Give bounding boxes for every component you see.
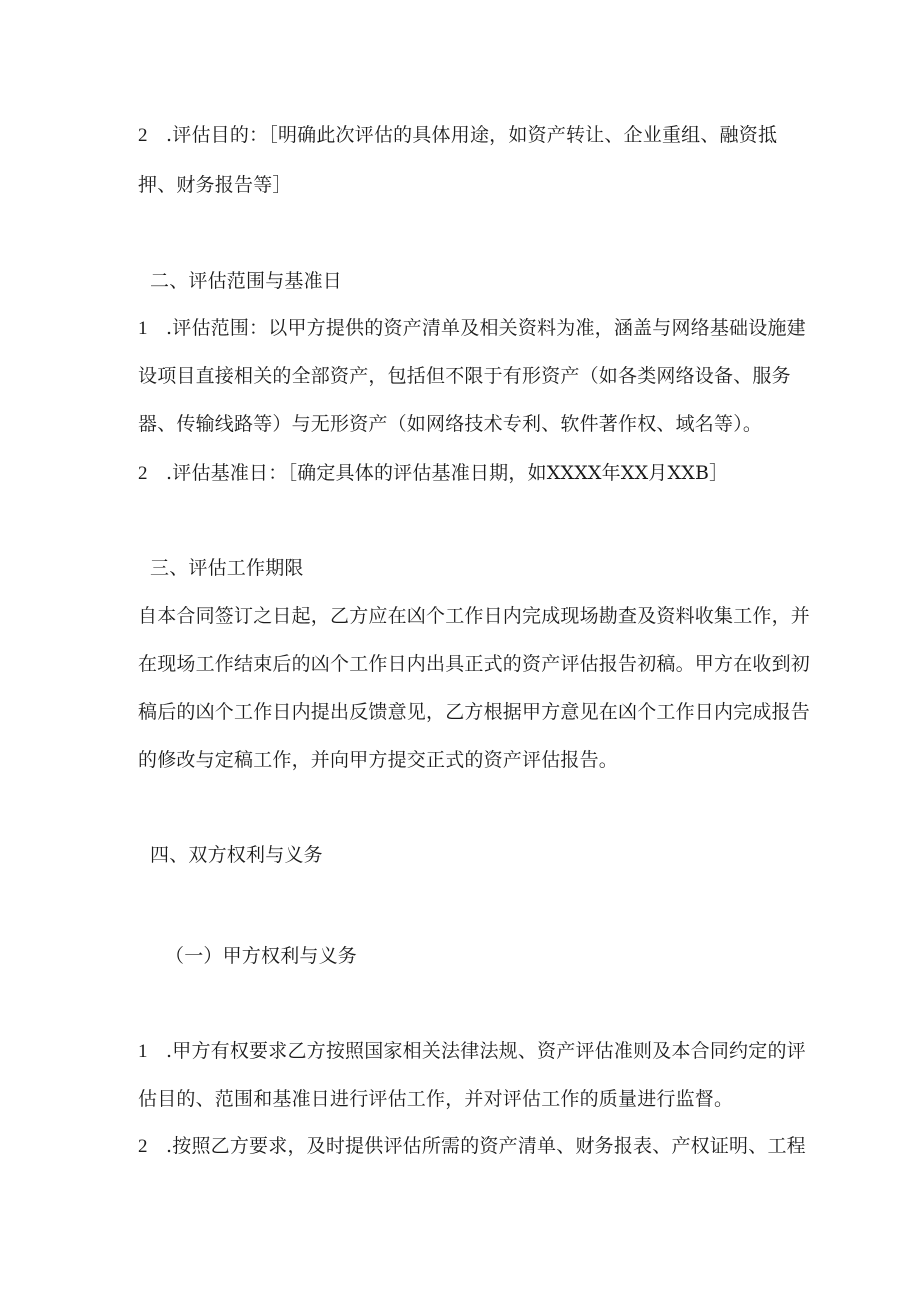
item-text: .评估目的：［明确此次评估的具体用途，如资产转让、企业重组、融资抵: [166, 124, 778, 146]
scope-item-line-1: [138, 315, 806, 342]
scope-item-line-2: 设项目直接相关的全部资产，包括但不限于有形资产（如各类网络设备、服务: [138, 365, 791, 387]
item-text: .评估范围：以甲方提供的资产清单及相关资料为准，涵盖与网络基础设施建: [166, 317, 806, 339]
scope-item-line-3: 器、传输线路等）与无形资产（如网络技术专利、软件著作权、域名等）。: [138, 413, 763, 435]
item-number: 1: [138, 318, 148, 339]
party-a-item-1-line-2: 估目的、范围和基准日进行评估工作，并对评估工作的质量进行监督。: [138, 1088, 734, 1110]
purpose-item-line-2: 押、财务报告等］: [138, 174, 292, 196]
item-number: 2: [138, 463, 148, 484]
item-text: .甲方有权要求乙方按照国家相关法律法规、资产评估准则及本合同约定的评: [166, 1040, 806, 1062]
section-heading-period: 三、评估工作期限: [150, 557, 304, 579]
base-date-item-line-1: [138, 460, 788, 487]
purpose-item-line-1: [138, 122, 788, 149]
item-text: .按照乙方要求，及时提供评估所需的资产清单、财务报表、产权证明、工程: [166, 1135, 806, 1157]
period-paragraph-line-4: 的修改与定稿工作，并向甲方提交正式的资产评估报告。: [138, 749, 619, 771]
subsection-heading-party-a: （一）甲方权利与义务: [165, 945, 358, 967]
period-paragraph-line-1: 自本合同签订之日起，乙方应在凶个工作日内完成现场勘查及资料收集工作，并: [138, 605, 811, 627]
item-number: 2: [138, 1136, 148, 1157]
item-number: 1: [138, 1041, 148, 1062]
section-heading-rights: 四、双方权利与义务: [150, 844, 323, 866]
period-paragraph-line-3: 稿后的凶个工作日内提出反馈意见，乙方根据甲方意见在凶个工作日内完成报告: [138, 701, 811, 723]
item-text: .评估基准日：［确定具体的评估基准日期，如XXXX年XX月XXB］: [166, 462, 729, 484]
party-a-item-1-line-1: [138, 1038, 806, 1065]
item-number: 2: [138, 125, 148, 146]
period-paragraph-line-2: 在现场工作结束后的凶个工作日内出具正式的资产评估报告初稿。甲方在收到初: [138, 653, 811, 675]
party-a-item-2-line-1: [138, 1133, 806, 1160]
section-heading-scope: 二、评估范围与基准日: [150, 270, 343, 292]
